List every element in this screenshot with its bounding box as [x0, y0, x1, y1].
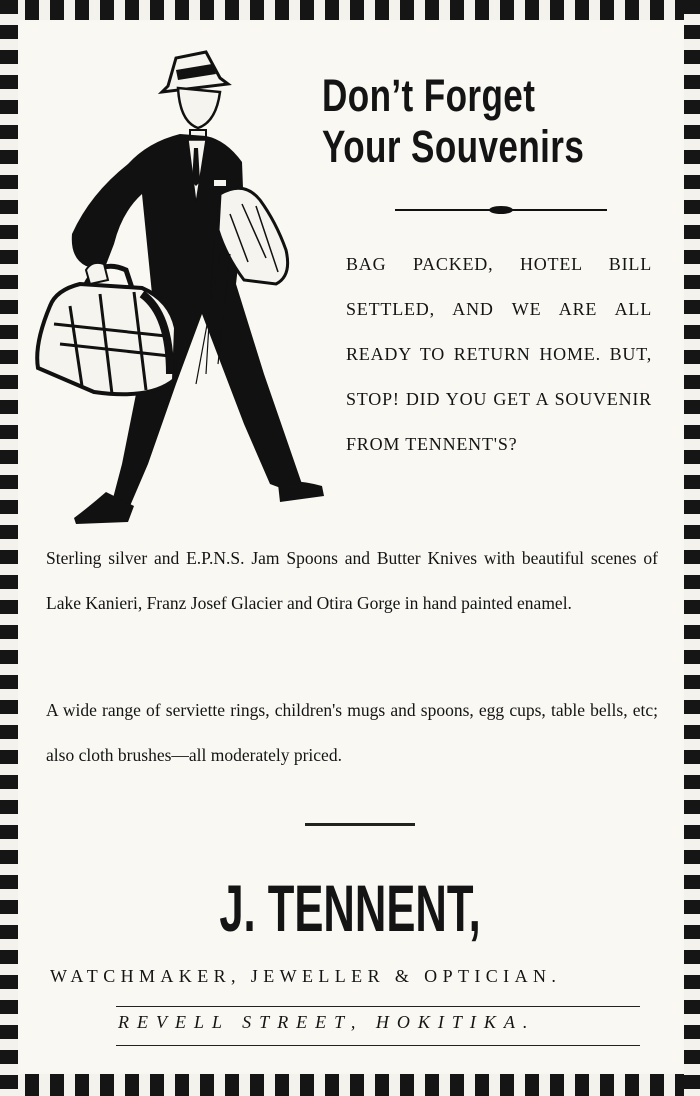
checkered-border-bottom [0, 1074, 700, 1096]
traveller-illustration [30, 44, 335, 534]
address-rule-bottom [116, 1045, 640, 1046]
ornamental-divider [395, 204, 607, 216]
body-paragraph-range: A wide range of serviette rings, children's mugs and spoons, egg cups, table bells, etc; also cloth brushes—all moderately priced. [46, 700, 658, 765]
company-name-block [0, 868, 700, 948]
address-rule-top [116, 1006, 640, 1007]
headline-line-2: Your Souvenirs [322, 121, 585, 172]
checkered-border-top [0, 0, 700, 20]
body-paragraph-silverware: Sterling silver and E.P.N.S. Jam Spoons and Butter Knives with beautiful scenes of Lake Kanieri, Franz Josef Glacier and Otira Gorge in hand painted enamel. [46, 548, 658, 613]
intro-text: BAG PACKED, HOTEL BILL SETTLED, AND WE ARE ALL READY TO RETURN HOME. BUT, STOP! DID YOU GET A SOUVENIR FROM TENNENT'S? [346, 254, 652, 454]
trade-description: WATCHMAKER, JEWELLER & OPTICIAN. [50, 966, 562, 986]
address-line: REVELL STREET, HOKITIKA. [118, 1012, 536, 1032]
headline [322, 70, 585, 172]
headline-line-1: Don’t Forget [322, 70, 536, 121]
section-divider [305, 823, 415, 826]
company-name: J. TENNENT, [219, 871, 481, 945]
